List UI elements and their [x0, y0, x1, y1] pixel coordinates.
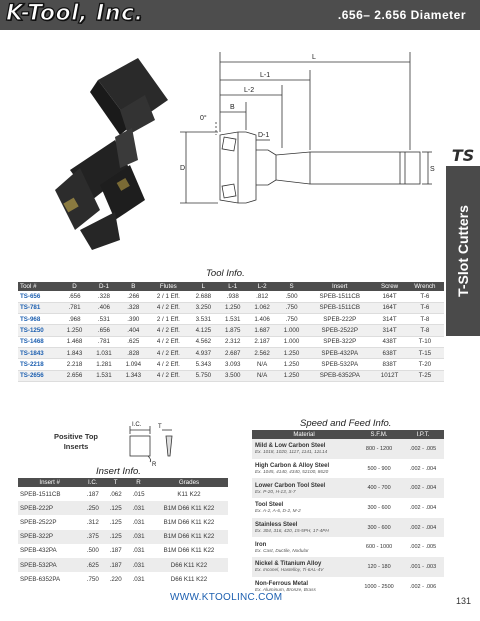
- material-cell: [252, 498, 356, 518]
- material-cell: [252, 557, 356, 577]
- ipt-cell: .002 - .005: [402, 439, 444, 459]
- speed-feed-body: [252, 439, 444, 597]
- table-cell: N/A: [247, 359, 276, 370]
- ipt-cell: .002 - .004: [409, 465, 437, 472]
- material-example: Ex. P-20, H-13, S-7: [255, 488, 296, 494]
- table-cell: .187: [109, 547, 122, 555]
- table-cell: .625: [81, 558, 104, 572]
- insert-info-body: [18, 487, 228, 586]
- tool-drawing: [20, 40, 445, 270]
- col-l1: L-1: [218, 282, 247, 291]
- dim-label-L2: L-2: [244, 87, 255, 94]
- table-cell: SPEB-532PA: [306, 359, 373, 370]
- tool-info-body: [18, 291, 444, 381]
- tool-number-link[interactable]: TS-1250: [18, 325, 60, 336]
- table-row: [252, 518, 444, 538]
- sfm-cell: 300 - 600: [356, 518, 402, 538]
- table-row: [18, 515, 228, 529]
- col-wrench: Wrench: [406, 282, 444, 291]
- table-cell: 2.562: [247, 347, 276, 358]
- table-row: [18, 544, 228, 558]
- table-cell: 314T: [373, 325, 406, 336]
- table-cell: 4 / 2 Eff.: [148, 359, 189, 370]
- material-name: Stainless Steel: [255, 522, 298, 529]
- tool-info-header-row: [18, 282, 444, 291]
- table-cell: 4 / 2 Eff.: [148, 370, 189, 381]
- table-cell: SPEB-222P: [306, 314, 373, 325]
- table-cell: 1.250: [277, 370, 306, 381]
- table-cell: .125: [109, 518, 122, 526]
- col-tool-number: Tool #: [18, 282, 60, 291]
- table-cell: 314T: [373, 314, 406, 325]
- table-cell: .031: [132, 547, 145, 555]
- insert-label-t: T: [158, 424, 162, 430]
- table-cell: 1.250: [218, 302, 247, 313]
- table-cell: .828: [119, 347, 148, 358]
- table-cell: T-15: [406, 347, 444, 358]
- table-cell: K11 K22: [177, 490, 201, 498]
- ipt-cell: .002 - .006: [409, 583, 437, 590]
- table-cell: .750: [86, 575, 99, 583]
- section-tab: [446, 166, 480, 336]
- table-cell: T-8: [406, 325, 444, 336]
- insert-info-header-row: [18, 478, 228, 487]
- table-cell: .250: [81, 501, 104, 515]
- material-example: Ex. 1045, 4140, 4340, 52100, 8620: [255, 469, 329, 475]
- table-cell: .781: [60, 302, 89, 313]
- insert-number-cell: SPEB-1511CB: [20, 490, 61, 498]
- table-cell: 1.687: [247, 325, 276, 336]
- table-cell: T-6: [406, 291, 444, 302]
- table-cell: 4.125: [189, 325, 218, 336]
- table-cell: 1.531: [89, 370, 118, 381]
- diameter-range: .656– 2.656 Diameter: [337, 8, 466, 22]
- table-cell: 5.750: [189, 370, 218, 381]
- table-cell: 438T: [373, 336, 406, 347]
- table-cell: .015: [132, 490, 145, 498]
- table-cell: .031: [127, 501, 150, 515]
- table-cell: T-25: [406, 370, 444, 381]
- table-cell: 1.031: [89, 347, 118, 358]
- table-cell: .031: [127, 558, 150, 572]
- table-cell: 1.343: [119, 370, 148, 381]
- insert-number-cell: SPEB-2522P: [20, 518, 57, 526]
- dim-label-D: D: [180, 165, 186, 172]
- table-cell: 2.687: [218, 347, 247, 358]
- col-ic: I.C.: [81, 478, 104, 487]
- table-cell: .390: [119, 314, 148, 325]
- table-cell: T-10: [406, 336, 444, 347]
- table-cell: .406: [89, 302, 118, 313]
- tool-number-link[interactable]: TS-2218: [18, 359, 60, 370]
- material-name: Iron: [255, 541, 267, 548]
- table-cell: 1012T: [373, 370, 406, 381]
- table-row: [18, 558, 228, 572]
- table-cell: .328: [89, 291, 118, 302]
- table-cell: 3.093: [218, 359, 247, 370]
- insert-label-ic: I.C.: [132, 422, 142, 428]
- tool-number-link[interactable]: TS-781: [18, 302, 60, 313]
- material-cell: [252, 537, 356, 557]
- table-row: [18, 370, 444, 381]
- dim-label-B: B: [230, 104, 235, 111]
- dim-label-L1: L-1: [260, 72, 271, 79]
- table-cell: T-6: [406, 302, 444, 313]
- table-cell: SPEB-432PA: [306, 347, 373, 358]
- table-cell: D66 K11 K22: [150, 558, 228, 572]
- table-cell: .500: [277, 291, 306, 302]
- positive-top-inserts-label: Positive Top Inserts: [53, 432, 99, 451]
- table-row: [18, 302, 444, 313]
- table-row: [18, 325, 444, 336]
- table-cell: SPEB-6352PA: [306, 370, 373, 381]
- material-name: Mild & Low Carbon Steel: [255, 443, 326, 450]
- col-r: R: [127, 478, 150, 487]
- table-cell: 1.000: [277, 336, 306, 347]
- table-cell: 1.000: [277, 325, 306, 336]
- material-name: Non-Ferrous Metal: [255, 581, 309, 588]
- table-cell: 4 / 2 Eff.: [148, 347, 189, 358]
- section-code: TS: [451, 146, 475, 165]
- table-cell: B1M D66 K11 K22: [150, 530, 228, 544]
- insert-diagram: [118, 420, 188, 470]
- table-cell: 2.312: [218, 336, 247, 347]
- col-d1: D-1: [89, 282, 118, 291]
- sfm-cell: 500 - 900: [367, 465, 391, 472]
- table-cell: 1.406: [247, 314, 276, 325]
- col-ipt: I.P.T.: [402, 430, 444, 439]
- table-row: [252, 537, 444, 557]
- tool-photo: [55, 58, 168, 250]
- ipt-cell: .001 - .003: [402, 557, 444, 577]
- dim-label-S: S: [430, 166, 435, 173]
- table-cell: D66 K11 K22: [170, 575, 208, 583]
- table-cell: .031: [132, 575, 145, 583]
- ipt-cell: .002 - .004: [409, 504, 437, 511]
- page-number: 131: [456, 596, 472, 606]
- insert-number-cell: SPEB-532PA: [18, 558, 81, 572]
- table-cell: .750: [277, 302, 306, 313]
- website-link[interactable]: WWW.KTOOLINC.COM: [170, 592, 283, 603]
- material-example: Ex. Aluminum, Bronze, Brass: [255, 587, 316, 593]
- table-cell: SPEB-1511CB: [306, 291, 373, 302]
- table-cell: .187: [104, 558, 127, 572]
- sfm-cell: 400 - 700: [356, 478, 402, 498]
- tool-number-link[interactable]: TS-1843: [18, 347, 60, 358]
- table-cell: 1.281: [89, 359, 118, 370]
- table-cell: 5.343: [189, 359, 218, 370]
- table-cell: 2.218: [60, 359, 89, 370]
- col-d: D: [60, 282, 89, 291]
- tool-number-link[interactable]: TS-968: [18, 314, 60, 325]
- table-row: [18, 347, 444, 358]
- table-cell: SPEB-2522P: [306, 325, 373, 336]
- table-cell: .220: [109, 575, 122, 583]
- table-cell: 1.531: [218, 314, 247, 325]
- table-cell: 164T: [373, 302, 406, 313]
- table-cell: 1.250: [277, 359, 306, 370]
- page-header: [0, 0, 480, 30]
- table-cell: 838T: [373, 359, 406, 370]
- table-cell: 2 / 1 Eff.: [148, 291, 189, 302]
- table-row: [18, 291, 444, 302]
- table-cell: 1.250: [60, 325, 89, 336]
- table-row: [18, 572, 228, 586]
- table-cell: 164T: [373, 291, 406, 302]
- col-s: S: [277, 282, 306, 291]
- table-cell: .625: [119, 336, 148, 347]
- col-b: B: [119, 282, 148, 291]
- table-cell: .938: [218, 291, 247, 302]
- table-row: [18, 501, 228, 515]
- table-cell: .125: [104, 501, 127, 515]
- table-cell: 1.094: [119, 359, 148, 370]
- sfm-cell: 1000 - 2500: [364, 583, 394, 590]
- brand-logo: K-Tool, Inc.: [6, 1, 144, 26]
- col-insert: Insert: [306, 282, 373, 291]
- sfm-cell: 300 - 600: [367, 504, 391, 511]
- table-cell: 2.656: [60, 370, 89, 381]
- table-cell: .656: [89, 325, 118, 336]
- table-cell: B1M D66 K11 K22: [163, 547, 215, 555]
- table-cell: 4.562: [189, 336, 218, 347]
- ipt-cell: .002 - .004: [402, 478, 444, 498]
- dim-label-L: L: [312, 54, 316, 61]
- table-cell: 4 / 2 Eff.: [148, 336, 189, 347]
- table-cell: .312: [86, 518, 99, 526]
- col-insert-number: Insert #: [18, 478, 81, 487]
- table-cell: .531: [89, 314, 118, 325]
- table-cell: 2.187: [247, 336, 276, 347]
- table-cell: .781: [89, 336, 118, 347]
- table-row: [18, 314, 444, 325]
- insert-number-cell: SPEB-432PA: [20, 547, 57, 555]
- col-flutes: Flutes: [148, 282, 189, 291]
- tool-number-link[interactable]: TS-2656: [18, 370, 60, 381]
- material-name: Tool Steel: [255, 502, 284, 509]
- sfm-cell: 120 - 180: [356, 557, 402, 577]
- tool-info-title: Tool Info.: [206, 268, 245, 279]
- table-cell: T-8: [406, 314, 444, 325]
- table-cell: 3.250: [189, 302, 218, 313]
- tool-number-link[interactable]: TS-1468: [18, 336, 60, 347]
- table-cell: N/A: [247, 370, 276, 381]
- table-row: [252, 459, 444, 479]
- sfm-cell: 600 - 1000: [365, 544, 393, 551]
- insert-info-title: Insert Info.: [96, 466, 141, 477]
- table-cell: B1M D66 K11 K22: [150, 501, 228, 515]
- material-example: Ex. A-2, A-6, D-2, M-2: [255, 508, 301, 514]
- table-cell: T-20: [406, 359, 444, 370]
- table-cell: .812: [247, 291, 276, 302]
- insert-number-cell: SPEB-6352PA: [20, 575, 61, 583]
- table-cell: .750: [277, 314, 306, 325]
- col-material: Material: [252, 430, 356, 439]
- table-cell: 1.062: [247, 302, 276, 313]
- col-screw: Screw: [373, 282, 406, 291]
- table-cell: 1.250: [277, 347, 306, 358]
- table-cell: 3.500: [218, 370, 247, 381]
- table-cell: 4 / 2 Eff.: [148, 325, 189, 336]
- table-row: [252, 439, 444, 459]
- col-sfm: S.F.M.: [356, 430, 402, 439]
- table-row: [18, 530, 228, 544]
- table-row: [252, 557, 444, 577]
- table-cell: .968: [60, 314, 89, 325]
- tool-info-table: [18, 282, 444, 382]
- table-cell: 2.688: [189, 291, 218, 302]
- table-cell: .125: [104, 530, 127, 544]
- section-title: T-Slot Cutters: [455, 205, 471, 297]
- table-cell: .062: [109, 490, 122, 498]
- table-cell: 4.937: [189, 347, 218, 358]
- table-cell: .404: [119, 325, 148, 336]
- table-cell: .328: [119, 302, 148, 313]
- table-row: [18, 336, 444, 347]
- dim-label-angle: 0°: [200, 115, 207, 122]
- material-cell: [252, 459, 356, 479]
- table-cell: 1.875: [218, 325, 247, 336]
- material-cell: [252, 478, 356, 498]
- col-l2: L-2: [247, 282, 276, 291]
- table-cell: .031: [127, 530, 150, 544]
- insert-number-cell: SPEB-322P: [18, 530, 81, 544]
- table-cell: .500: [86, 547, 99, 555]
- material-name: Nickel & Titanium Alloy: [255, 561, 322, 568]
- table-cell: 3.531: [189, 314, 218, 325]
- material-cell: [252, 439, 356, 459]
- sfm-cell: 800 - 1200: [356, 439, 402, 459]
- material-cell: [252, 518, 356, 538]
- table-cell: B1M D66 K11 K22: [163, 518, 215, 526]
- ipt-cell: .002 - .004: [402, 518, 444, 538]
- col-t: T: [104, 478, 127, 487]
- table-cell: 2 / 1 Eff.: [148, 314, 189, 325]
- table-row: [252, 498, 444, 518]
- dimension-drawing: [180, 52, 432, 203]
- table-cell: .266: [119, 291, 148, 302]
- table-cell: .187: [86, 490, 99, 498]
- speed-feed-title: Speed and Feed Info.: [300, 418, 392, 429]
- table-cell: .656: [60, 291, 89, 302]
- material-example: Ex. 304, 316, 420, 15-5PH, 17-4PH: [255, 528, 329, 534]
- speed-feed-table: [252, 430, 444, 597]
- speed-feed-header-row: [252, 430, 444, 439]
- dim-label-D1: D-1: [258, 132, 270, 139]
- table-cell: .375: [81, 530, 104, 544]
- table-cell: SPEB-322P: [306, 336, 373, 347]
- table-cell: 1.468: [60, 336, 89, 347]
- table-row: [18, 359, 444, 370]
- material-example: Ex. 1018, 1020, 1117, 1141, 12L14: [255, 449, 328, 455]
- tool-number-link[interactable]: TS-656: [18, 291, 60, 302]
- material-example: Ex. Inconel, Hastelloy, Ti-6AL-4V: [255, 567, 324, 573]
- table-cell: 4 / 2 Eff.: [148, 302, 189, 313]
- table-cell: 1.843: [60, 347, 89, 358]
- insert-label-r: R: [152, 462, 157, 468]
- table-cell: 638T: [373, 347, 406, 358]
- material-name: Lower Carbon Tool Steel: [255, 482, 326, 489]
- col-grades: Grades: [150, 478, 228, 487]
- table-row: [252, 478, 444, 498]
- insert-info-table: [18, 478, 228, 586]
- col-l: L: [189, 282, 218, 291]
- insert-number-cell: SPEB-222P: [18, 501, 81, 515]
- ipt-cell: .002 - .005: [409, 544, 437, 551]
- table-cell: SPEB-1511CB: [306, 302, 373, 313]
- table-row: [18, 487, 228, 501]
- material-name: High Carbon & Alloy Steel: [255, 463, 330, 470]
- material-example: Ex. Cast, Ductile, Nodular: [255, 547, 309, 553]
- table-cell: .031: [132, 518, 145, 526]
